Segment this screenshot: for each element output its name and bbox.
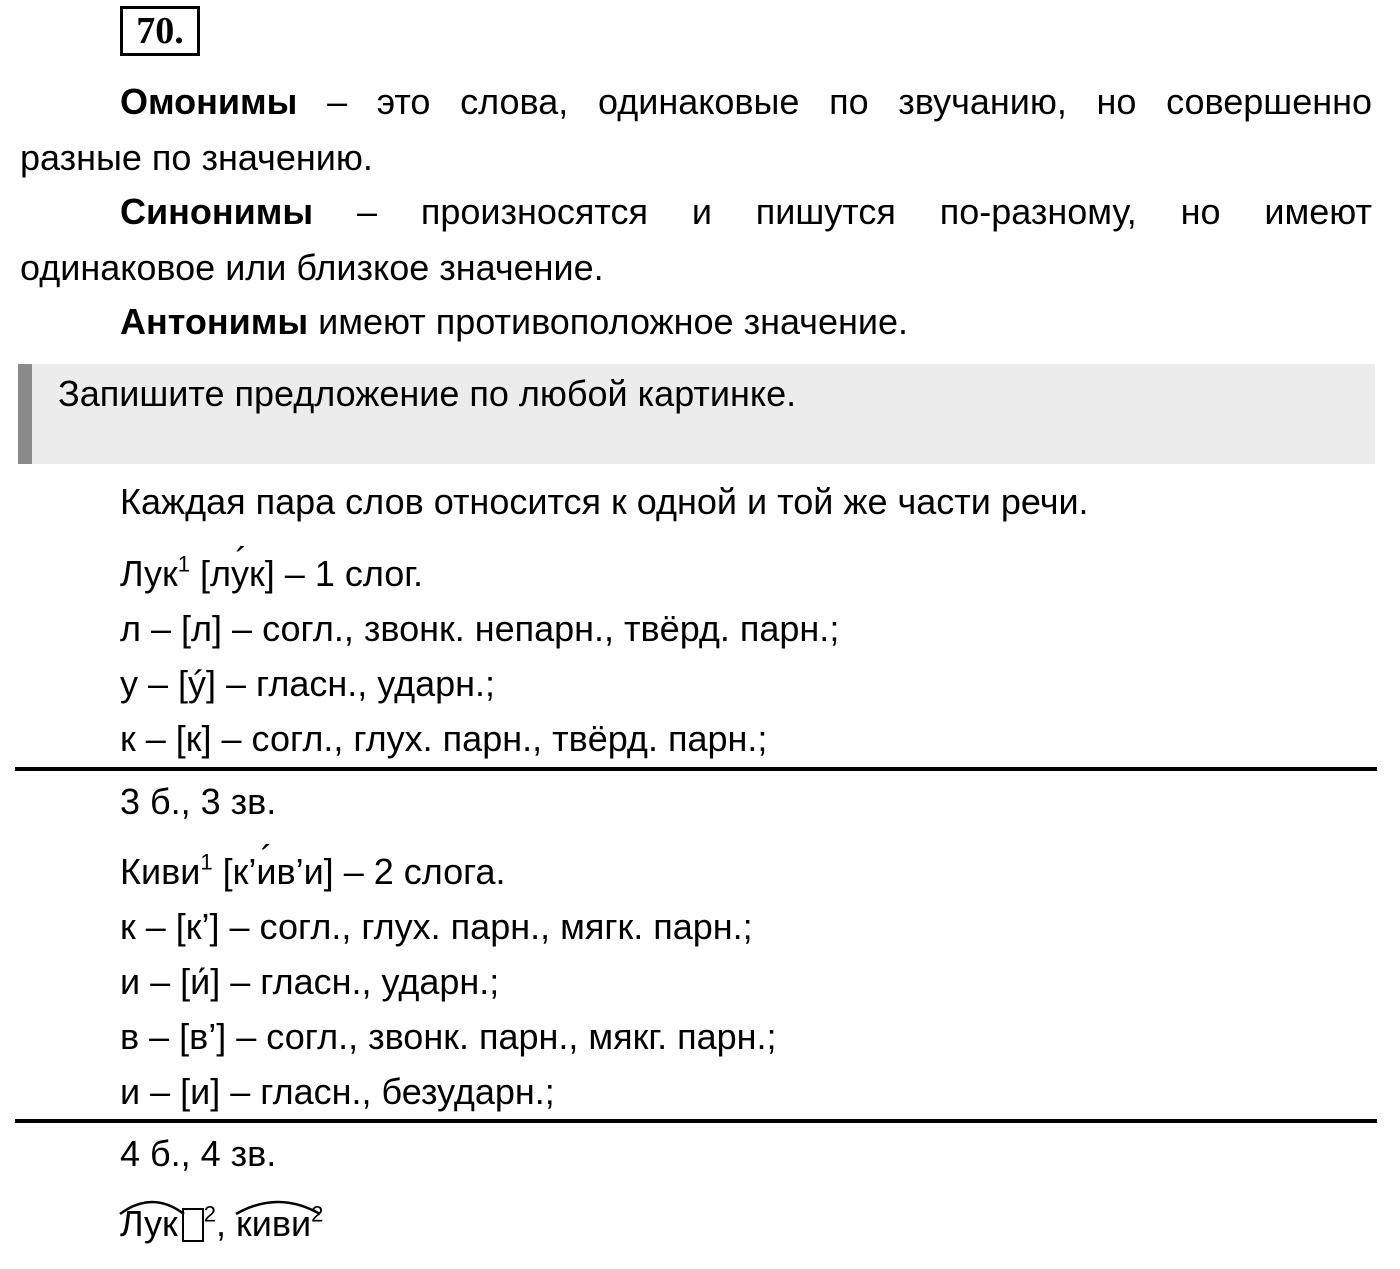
definition-antonyms-text: имеют противоположное значение.	[308, 301, 908, 342]
word2-stressed-vowel: и ´	[256, 851, 276, 892]
morph-word1-sup: 2	[203, 1201, 217, 1227]
word1-head-sup: 1	[177, 551, 191, 577]
morph-word2	[236, 1202, 311, 1246]
morph-word2-text: киви	[236, 1203, 312, 1244]
word1-sound-row: к – [к] – согл., глух. парн., твёрд. парн.;	[120, 718, 768, 759]
morph-word1	[120, 1202, 178, 1246]
morph-separator: ,	[216, 1203, 237, 1244]
divider-rule	[15, 1119, 1377, 1123]
word1-transcription-close: к] – 1 слог.	[249, 553, 424, 594]
morph-word2-sup: 2	[311, 1201, 324, 1227]
word2-summary: 4 б., 4 зв.	[120, 1133, 277, 1174]
word2-transcription-open: [к’	[212, 851, 257, 892]
morpheme-analysis	[120, 1202, 323, 1246]
word1-stressed-vowel: у ´	[231, 553, 249, 594]
word2-transcription-close: в’и] – 2 слога.	[276, 851, 506, 892]
definition-synonyms-continuation: одинаковое или близкое значение.	[20, 247, 604, 288]
term-homonyms: Омонимы	[120, 81, 298, 122]
definition-synonyms	[20, 190, 1372, 234]
task-number: 70.	[120, 6, 200, 56]
word1-heading	[120, 552, 423, 596]
word2-sound-row: к – [к’] – согл., глух. парн., мягк. парн.;	[120, 906, 753, 947]
term-synonyms: Синонимы	[120, 191, 314, 232]
banner-text: Запишите предложение по любой картинке.	[58, 373, 797, 414]
banner-accent-bar	[18, 364, 32, 464]
word1-head: Лук	[120, 553, 178, 594]
term-antonyms: Антонимы	[120, 301, 309, 342]
task-banner	[18, 364, 1375, 464]
word1-sound-row: л – [л] – согл., звонк. непарн., твёрд. парн.;	[120, 608, 840, 649]
root-arc-icon	[116, 1196, 188, 1216]
definition-homonyms	[20, 80, 1372, 124]
word1-summary: 3 б., 3 зв.	[120, 781, 277, 822]
definition-homonyms-text: – это слова, одинаковые по звучанию, но совершенно	[297, 81, 1372, 122]
divider-rule	[15, 767, 1377, 771]
word1-transcription-open: [л	[190, 553, 232, 594]
word2-heading	[120, 850, 506, 894]
word1-sound-row: у – [ý] – гласн., ударн.;	[120, 663, 496, 704]
definition-antonyms	[120, 300, 908, 344]
word2-sound-row: в – [в’] – согл., звонк. парн., мякг. парн.;	[120, 1016, 777, 1057]
definition-homonyms-continuation: разные по значению.	[20, 137, 373, 178]
word2-head-sup: 1	[200, 849, 213, 875]
morph-word1-text: Лук	[120, 1203, 178, 1244]
intro-text: Каждая пара слов относится к одной и той же части речи.	[120, 481, 1089, 522]
root-arc-icon	[232, 1196, 324, 1216]
word2-sound-row: и – [и́] – гласн., ударн.;	[120, 961, 500, 1002]
word2-sound-row: и – [и] – гласн., безударн.;	[120, 1071, 555, 1112]
definition-synonyms-text: – произносятся и пишутся по-разному, но имеют	[313, 191, 1372, 232]
word2-head: Киви	[120, 851, 201, 892]
